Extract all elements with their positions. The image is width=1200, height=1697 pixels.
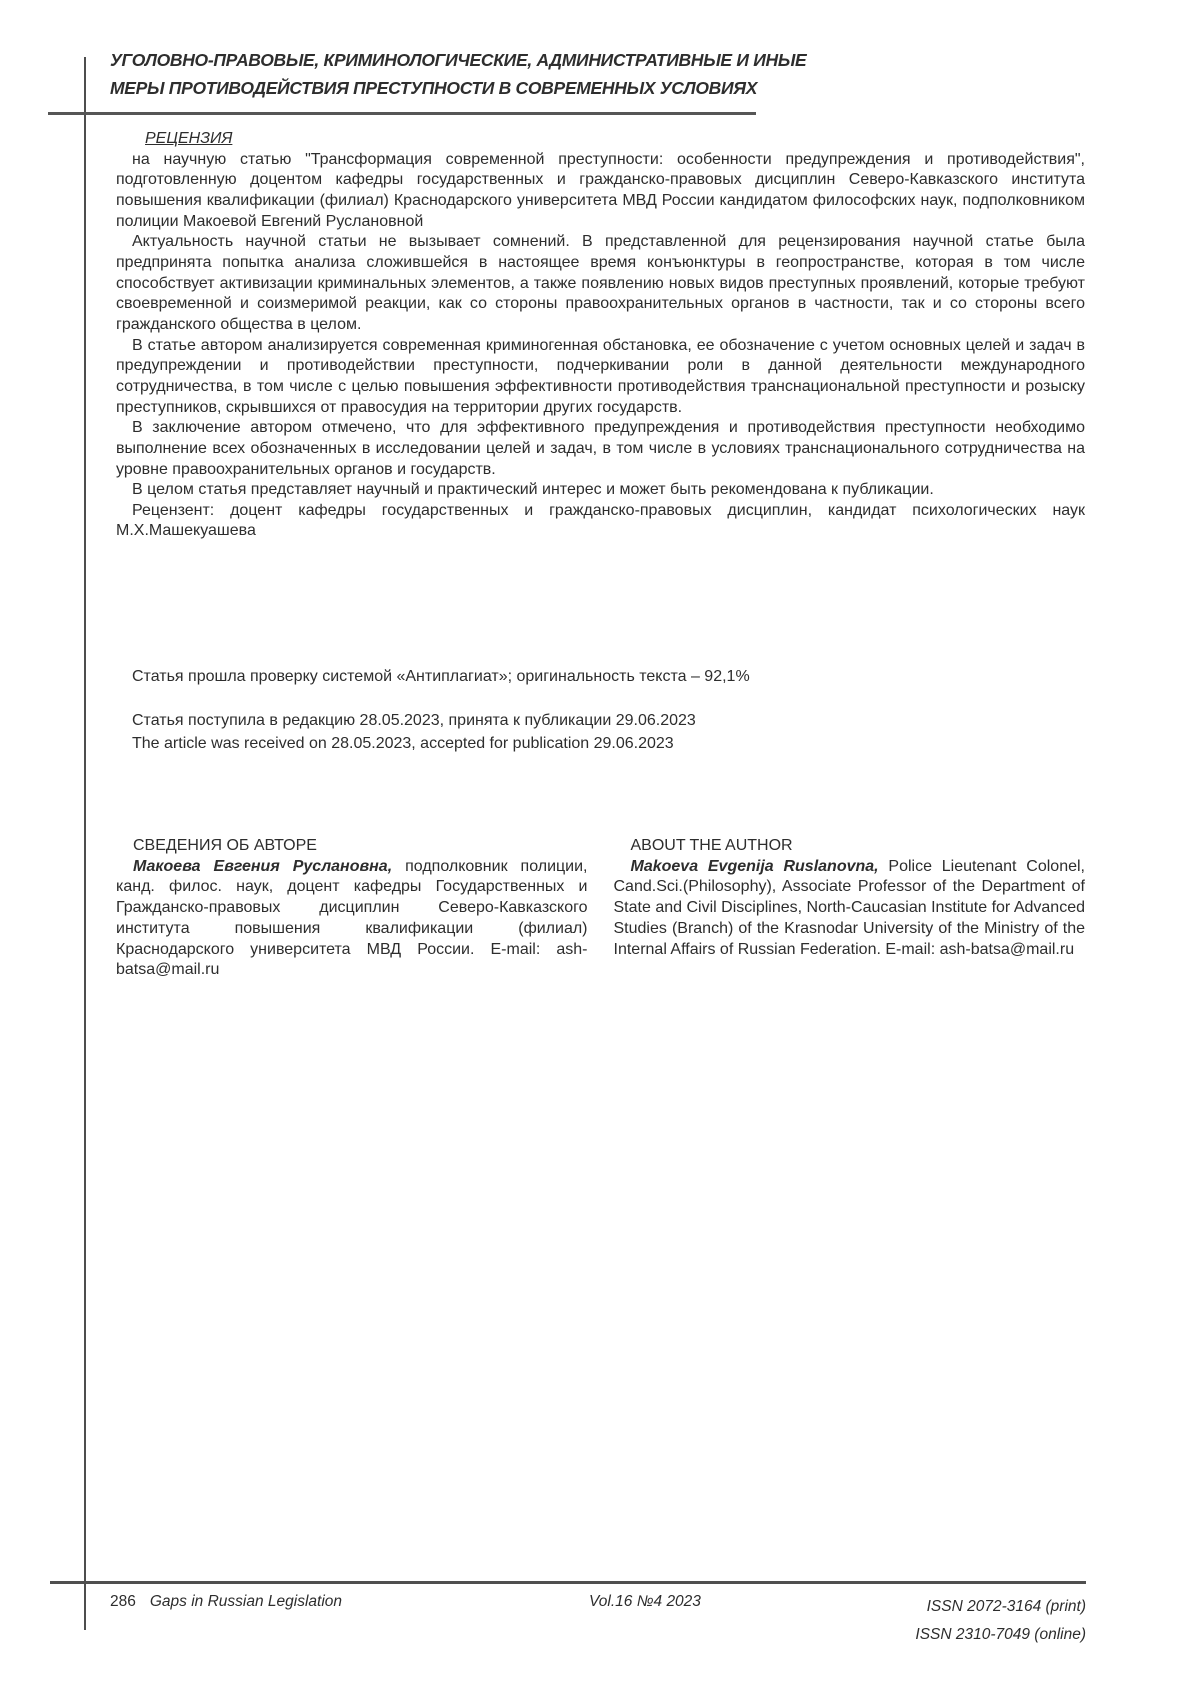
issn-print: ISSN 2072-3164 (print) <box>926 1598 1086 1615</box>
received-date-ru: Статья поступила в редакцию 28.05.2023, принята к публикации 29.06.2023 <box>132 712 696 729</box>
review-paragraph: В заключение автором отмечено, что для эффективного предупреждения и противодействия преступности необходимо выполнение всех обозначенных в исследовании целей и задач, в том числе в условиях транснационального сотрудничества на уровне правоохранительных органов и государств. <box>116 419 1085 478</box>
author-info-ru <box>116 836 588 981</box>
review-paragraph: на научную статью "Трансформация современной преступности: особенности предупреждения и противодействия", подготовленную доцентом кафедры государственных и гражданско-правовых дисциплин Северо-Кавказского института повышения квалификации (филиал) Краснодарского университета МВД России кандидатом философских наук, подполковником полиции Макоевой Евгений Руслановной <box>116 150 1085 230</box>
running-head <box>110 46 970 102</box>
footer-rule <box>50 1581 1086 1584</box>
left-margin-rule <box>84 57 86 1630</box>
journal-title: Gaps in Russian Legislation <box>149 1593 343 1610</box>
review-paragraph: В целом статья представляет научный и практический интерес и может быть рекомендована к публикации. <box>132 481 934 499</box>
review-paragraph: Актуальность научной статьи не вызывает сомнений. В представленной для рецензирования научной статье была предпринята попытка анализа сложившейся в настоящее время конъюнктуры в геопространстве, которая в том числе способствует активизации криминальных элементов, а также появлению новых видов преступных проявлений, которые требуют своевременной и соизмеримой реакции, как со стороны правоохранительных органов в частности, так и со стороны всего гражданского общества в целом. <box>116 233 1085 333</box>
review-paragraph: Рецензент: доцент кафедры государственных и гражданско-правовых дисциплин, кандидат психологических наук М.Х.Машекуашева <box>116 501 1085 540</box>
footer-left <box>110 1593 342 1611</box>
author-name-ru: Макоева Евгения Руслановна, <box>133 857 393 875</box>
author-info-en <box>614 836 1086 981</box>
author-name-en: Makoeva Evgenija Ruslanovna, <box>630 857 879 875</box>
issn-block <box>915 1593 1086 1649</box>
author-info-columns <box>116 836 1085 981</box>
volume-info: Vol.16 №4 2023 <box>589 1593 701 1610</box>
author-paragraph-en <box>614 857 1086 961</box>
received-date-en: The article was received on 28.05.2023, accepted for publication 29.06.2023 <box>132 735 674 752</box>
author-paragraph-ru <box>116 857 588 981</box>
review-section <box>116 129 1085 542</box>
running-head-line1: УГОЛОВНО-ПРАВОВЫЕ, КРИМИНОЛОГИЧЕСКИЕ, АДМИНИСТРАТИВНЫЕ И ИНЫЕ <box>110 50 807 70</box>
header-rule <box>48 112 756 115</box>
author-details-ru: подполковник полиции, канд. филос. наук, доцент кафедры Государственных и Гражданско-правовых дисциплин Северо-Кавказского института повышения квалификации (филиал) Краснодарского университета МВД России. E-mail: ash-batsa@mail.ru <box>116 857 588 979</box>
author-heading-ru: СВЕДЕНИЯ ОБ АВТОРЕ <box>133 837 317 854</box>
author-details-en: Police Lieutenant Colonel, Cand.Sci.(Philosophy), Associate Professor of the Department of State and Civil Disciplines, North-Caucasian Institute for Advanced Studies (Branch) of the Krasnodar University of the Ministry of the Internal Affairs of Russian Federation. E-mail: ash-batsa@mail.ru <box>613 857 1085 958</box>
review-paragraph: В статье автором анализируется современная криминогенная обстановка, ее обозначение с учетом основных целей и задач в предупреждении и противодействии преступности, подчеркивании роли в данной деятельности международного сотрудничества, в том числе с целью повышения эффективности противодействия транснациональной преступности и розыску преступников, скрывшихся от правосудия на территории других государств. <box>116 336 1085 416</box>
antiplagiarism-note: Статья прошла проверку системой «Антиплагиат»; оригинальность текста – 92,1% <box>132 668 750 685</box>
issn-online: ISSN 2310-7049 (online) <box>915 1626 1086 1643</box>
running-head-line2: МЕРЫ ПРОТИВОДЕЙСТВИЯ ПРЕСТУПНОСТИ В СОВРЕМЕННЫХ УСЛОВИЯХ <box>110 78 758 98</box>
page-number: 286 <box>110 1593 136 1610</box>
author-heading-en: ABOUT THE AUTHOR <box>630 837 793 854</box>
review-title: РЕЦЕНЗИЯ <box>145 130 233 147</box>
